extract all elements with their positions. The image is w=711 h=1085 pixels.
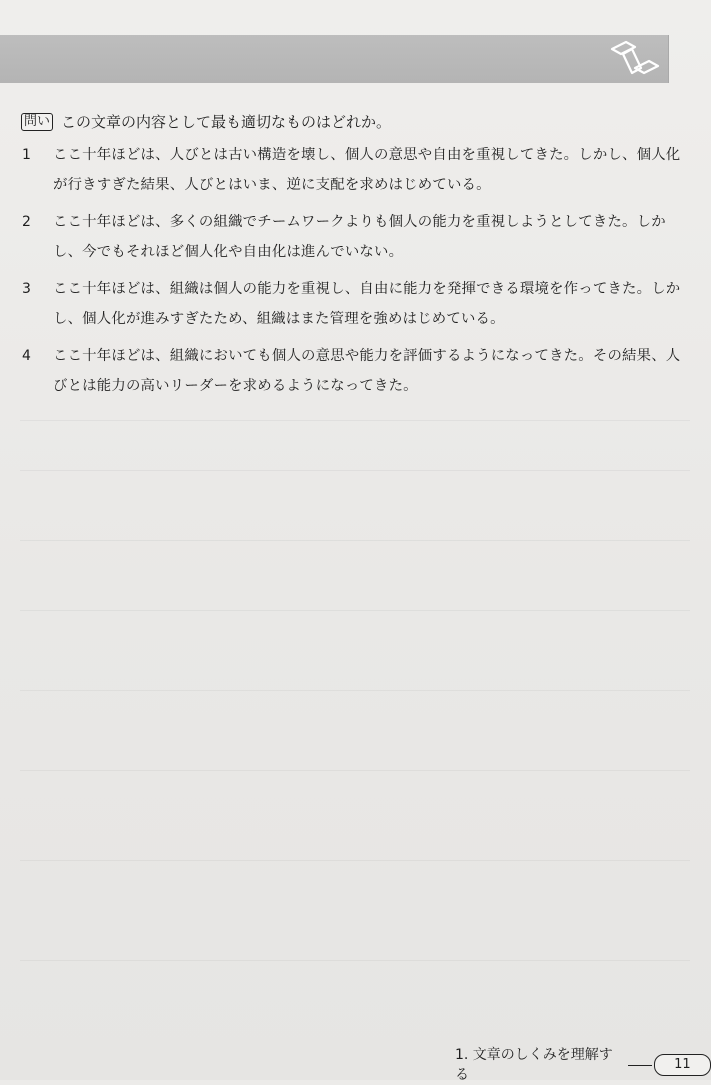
option-number: 3 <box>22 281 31 297</box>
chapter-header-band <box>0 35 669 83</box>
bleed-through-line <box>20 860 690 861</box>
footer-divider <box>628 1065 652 1066</box>
option-number: 4 <box>22 348 31 364</box>
option-text: ここ十年ほどは、組織は個人の能力を重視し、自由に能力を発揮できる環境を作ってきた。しかし、個人化が進みすぎたため、組織はまた管理を強めはじめている。 <box>53 281 681 327</box>
page-footer <box>455 1045 711 1085</box>
question-row <box>21 112 391 132</box>
footer-section-title: 1. 文章のしくみを理解する <box>455 1047 613 1083</box>
option-3[interactable] <box>22 274 692 334</box>
answer-options <box>22 140 692 408</box>
page-number: 11 <box>654 1054 711 1076</box>
option-number: 2 <box>22 214 31 230</box>
bleed-through-line <box>20 960 690 961</box>
bleed-through-line <box>20 690 690 691</box>
question-label: 問い <box>21 113 53 131</box>
bleed-through-line <box>20 470 690 471</box>
bleed-through-line <box>20 540 690 541</box>
chapter-symbol-icon <box>604 39 662 79</box>
option-text: ここ十年ほどは、多くの組織でチームワークよりも個人の能力を重視しようとしてきた。しかし、今でもそれほど個人化や自由化は進んでいない。 <box>53 214 666 260</box>
option-2[interactable] <box>22 207 692 267</box>
option-number: 1 <box>22 147 31 163</box>
bleed-through-line <box>20 770 690 771</box>
question-text: この文章の内容として最も適切なものはどれか。 <box>61 113 392 131</box>
bleed-through-line <box>20 610 690 611</box>
option-text: ここ十年ほどは、人びとは古い構造を壊し、個人の意思や自由を重視してきた。しかし、個人化が行きすぎた結果、人びとはいま、逆に支配を求めはじめている。 <box>53 147 681 193</box>
bleed-through-line <box>20 420 690 421</box>
option-1[interactable] <box>22 140 692 200</box>
option-4[interactable] <box>22 341 692 401</box>
option-text: ここ十年ほどは、組織においても個人の意思や能力を評価するようになってきた。その結果、人びとは能力の高いリーダーを求めるようになってきた。 <box>53 348 681 394</box>
